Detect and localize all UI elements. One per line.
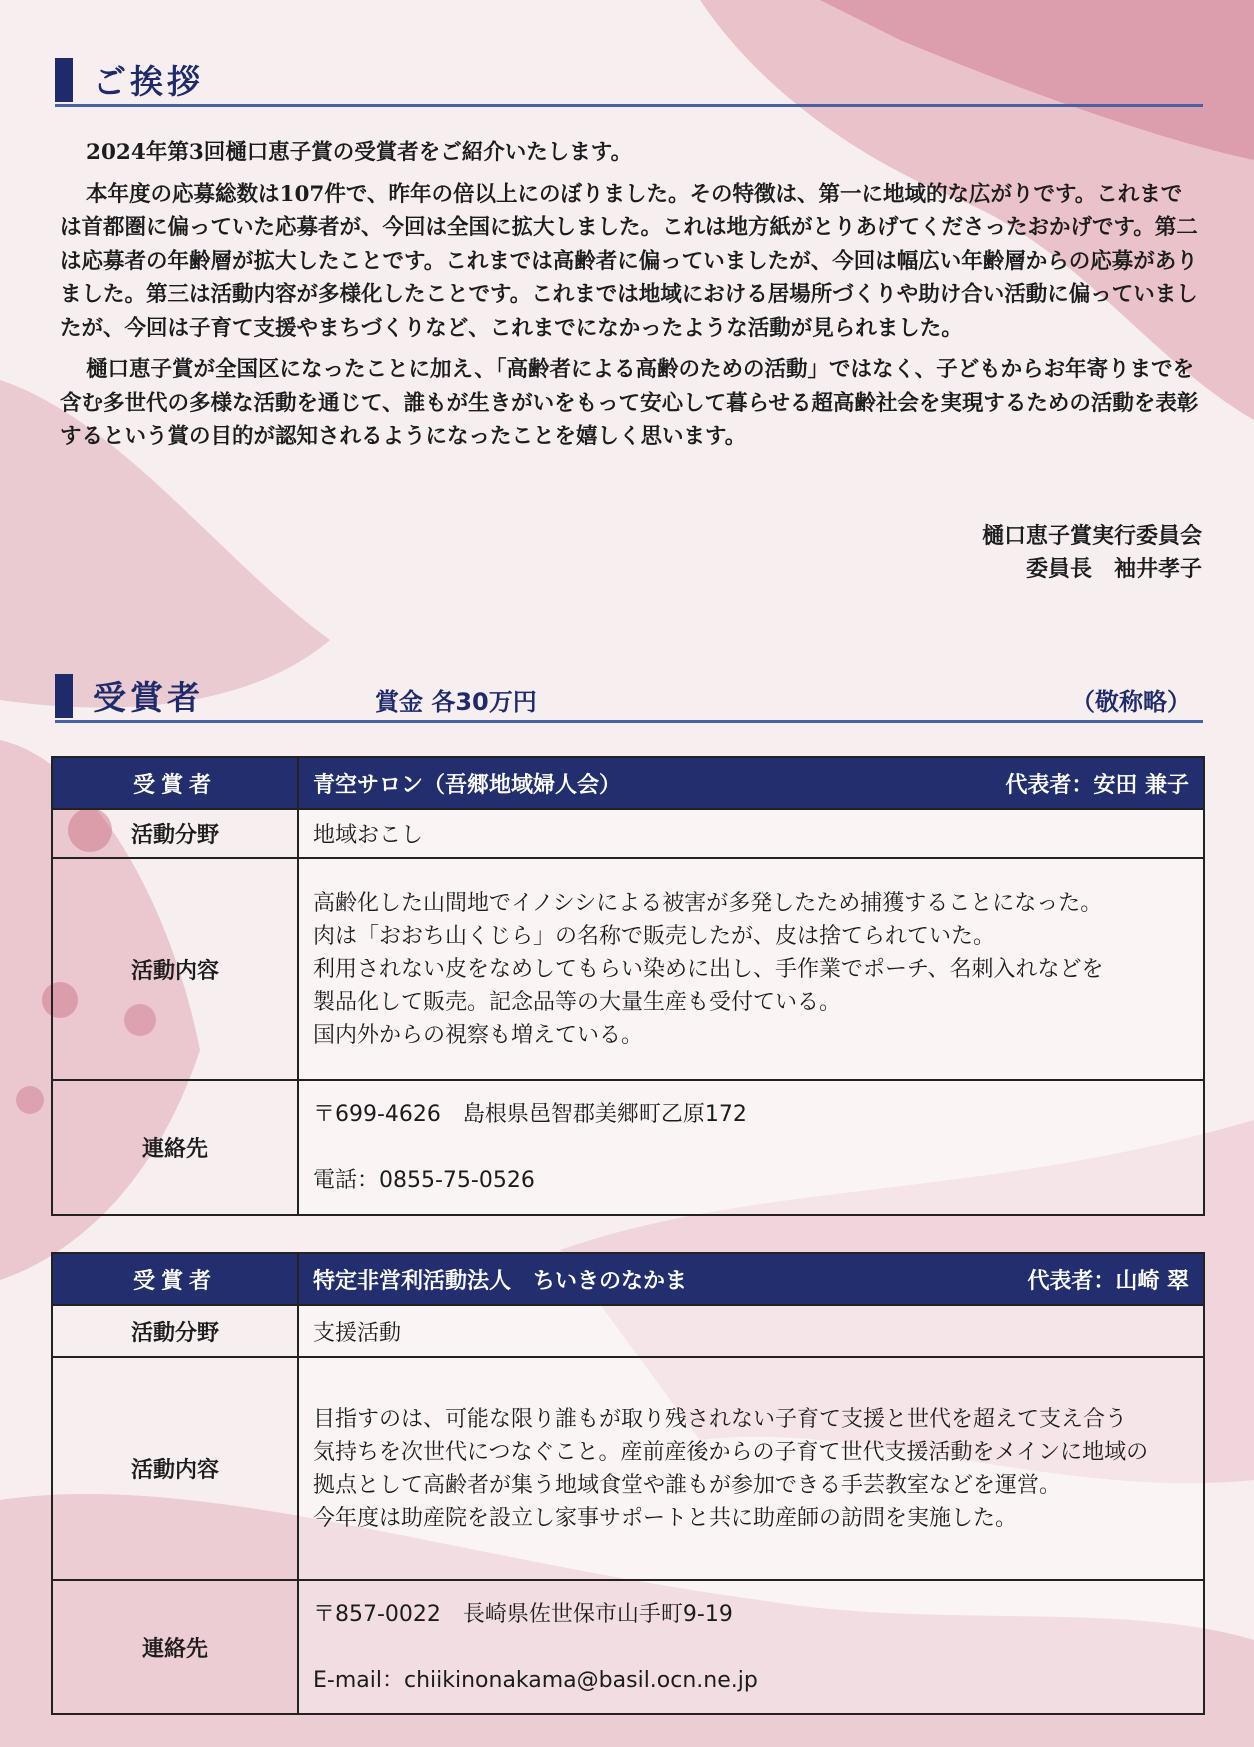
content-label: 活動内容 (52, 1357, 298, 1580)
greeting-title: ご挨拶 (93, 62, 204, 101)
contact-address: 〒699-4626 島根県邑智郡美郷町乙原172 (313, 1102, 747, 1127)
awardee-label: 受賞者 (52, 1253, 298, 1305)
awardee-name: 特定非営利活動法人 ちいきのなかま (313, 1268, 688, 1294)
awardee-representative: 代表者：山崎 翠 (1027, 1268, 1189, 1294)
prize-amount: 賞金 各30万円 (375, 688, 537, 716)
signature-org: 樋口恵子賞実行委員会 (981, 523, 1202, 549)
field-label: 活動分野 (52, 1305, 298, 1357)
signature (982, 520, 1202, 586)
awardees-title: 受賞者 (93, 678, 204, 717)
contact-email: E-mail：chiikinonakama@basil.ocn.ne.jp (313, 1667, 758, 1693)
awardee-table (51, 1252, 1205, 1715)
field-row (52, 809, 1204, 858)
contact-value (298, 1580, 1204, 1714)
content-line: 目指すのは、可能な限り誰もが取り残されない子育て支援と世代を超えて支え合う (313, 1406, 1128, 1432)
awardee-name-cell (298, 1253, 1204, 1305)
contact-row (52, 1080, 1204, 1215)
awardee-label: 受賞者 (52, 757, 298, 809)
header-accent-bar (55, 58, 73, 102)
content-row (52, 858, 1204, 1080)
content-line: 今年度は助産院を設立し家事サポートと共に助産師の訪問を実施した。 (313, 1505, 1018, 1531)
field-value: 地域おこし (298, 809, 1204, 858)
awardee-header-row (52, 1253, 1204, 1305)
field-row (52, 1305, 1204, 1357)
contact-label: 連絡先 (52, 1580, 298, 1714)
content-value (298, 858, 1204, 1080)
contact-label: 連絡先 (52, 1080, 298, 1215)
greeting-paragraph: 樋口恵子賞が全国区になったことに加え、「高齢者による高齢のための活動」ではなく、子どもからお年寄りまでを含む多世代の多様な活動を通じて、誰もが生きがいをもって安心して暮らせる超高齢社会を実現するための活動を表彰するという賞の目的が認知されるようになったことを嬉しく思います。 (60, 357, 1199, 449)
awardee-header-row (52, 757, 1204, 809)
content-line: 利用されない皮をなめしてもらい染めに出し、手作業でポーチ、名刺入れなどを (313, 956, 1104, 982)
awardees-header (55, 668, 1203, 723)
greeting-header (55, 52, 1203, 107)
contact-row (52, 1580, 1204, 1714)
field-label: 活動分野 (52, 809, 298, 858)
contact-phone: 電話：0855-75-0526 (313, 1168, 535, 1193)
greeting-body (60, 136, 1202, 454)
field-value: 支援活動 (298, 1305, 1204, 1357)
awardee-name-cell (298, 757, 1204, 809)
awardee-table (51, 756, 1205, 1216)
content-line: 高齢化した山間地でイノシシによる被害が多発したため捕獲することになった。 (313, 890, 1103, 916)
awardee-representative: 代表者：安田 兼子 (1005, 772, 1189, 798)
greeting-paragraph: 本年度の応募総数は107件で、昨年の倍以上にのぼりました。その特徴は、第一に地域的な広がりです。これまでは首都圏に偏っていた応募者が、今回は全国に拡大しました。これは地方紙がとりあげてくださったおかげです。第二は応募者の年齢層が拡大したことです。これまでは高齢者に偏っていましたが、今回は幅広い年齢層からの応募がありました。第三は活動内容が多様化したことです。これまでは地域における居場所づくりや助け合い活動に偏っていましたが、今回は子育て支援やまちづくりなど、これまでになかったような活動が見られました。 (60, 181, 1198, 341)
content-line: 肉は「おおち山くじら」の名称で販売したが、皮は捨てられていた。 (313, 923, 996, 949)
content-line: 気持ちを次世代につなぐこと。産前産後からの子育て世代支援活動をメインに地域の (313, 1439, 1149, 1465)
content-row (52, 1357, 1204, 1580)
honorific-note: （敬称略） (1071, 688, 1191, 716)
content-line: 拠点として高齢者が集う地域食堂や誰もが参加できる手芸教室などを運営。 (313, 1472, 1062, 1498)
greeting-intro: 2024年第3回樋口恵子賞の受賞者をご紹介いたします。 (86, 140, 633, 165)
header-accent-bar (55, 674, 73, 718)
awardee-name: 青空サロン（吾郷地域婦人会） (313, 772, 622, 798)
contact-value (298, 1080, 1204, 1215)
content-line: 製品化して販売。記念品等の大量生産も受付ている。 (313, 989, 842, 1015)
signature-person: 委員長 袖井孝子 (1025, 556, 1202, 582)
contact-address: 〒857-0022 長崎県佐世保市山手町9-19 (313, 1601, 733, 1627)
content-value (298, 1357, 1204, 1580)
content-label: 活動内容 (52, 858, 298, 1080)
content-line: 国内外からの視察も増えている。 (313, 1022, 644, 1048)
